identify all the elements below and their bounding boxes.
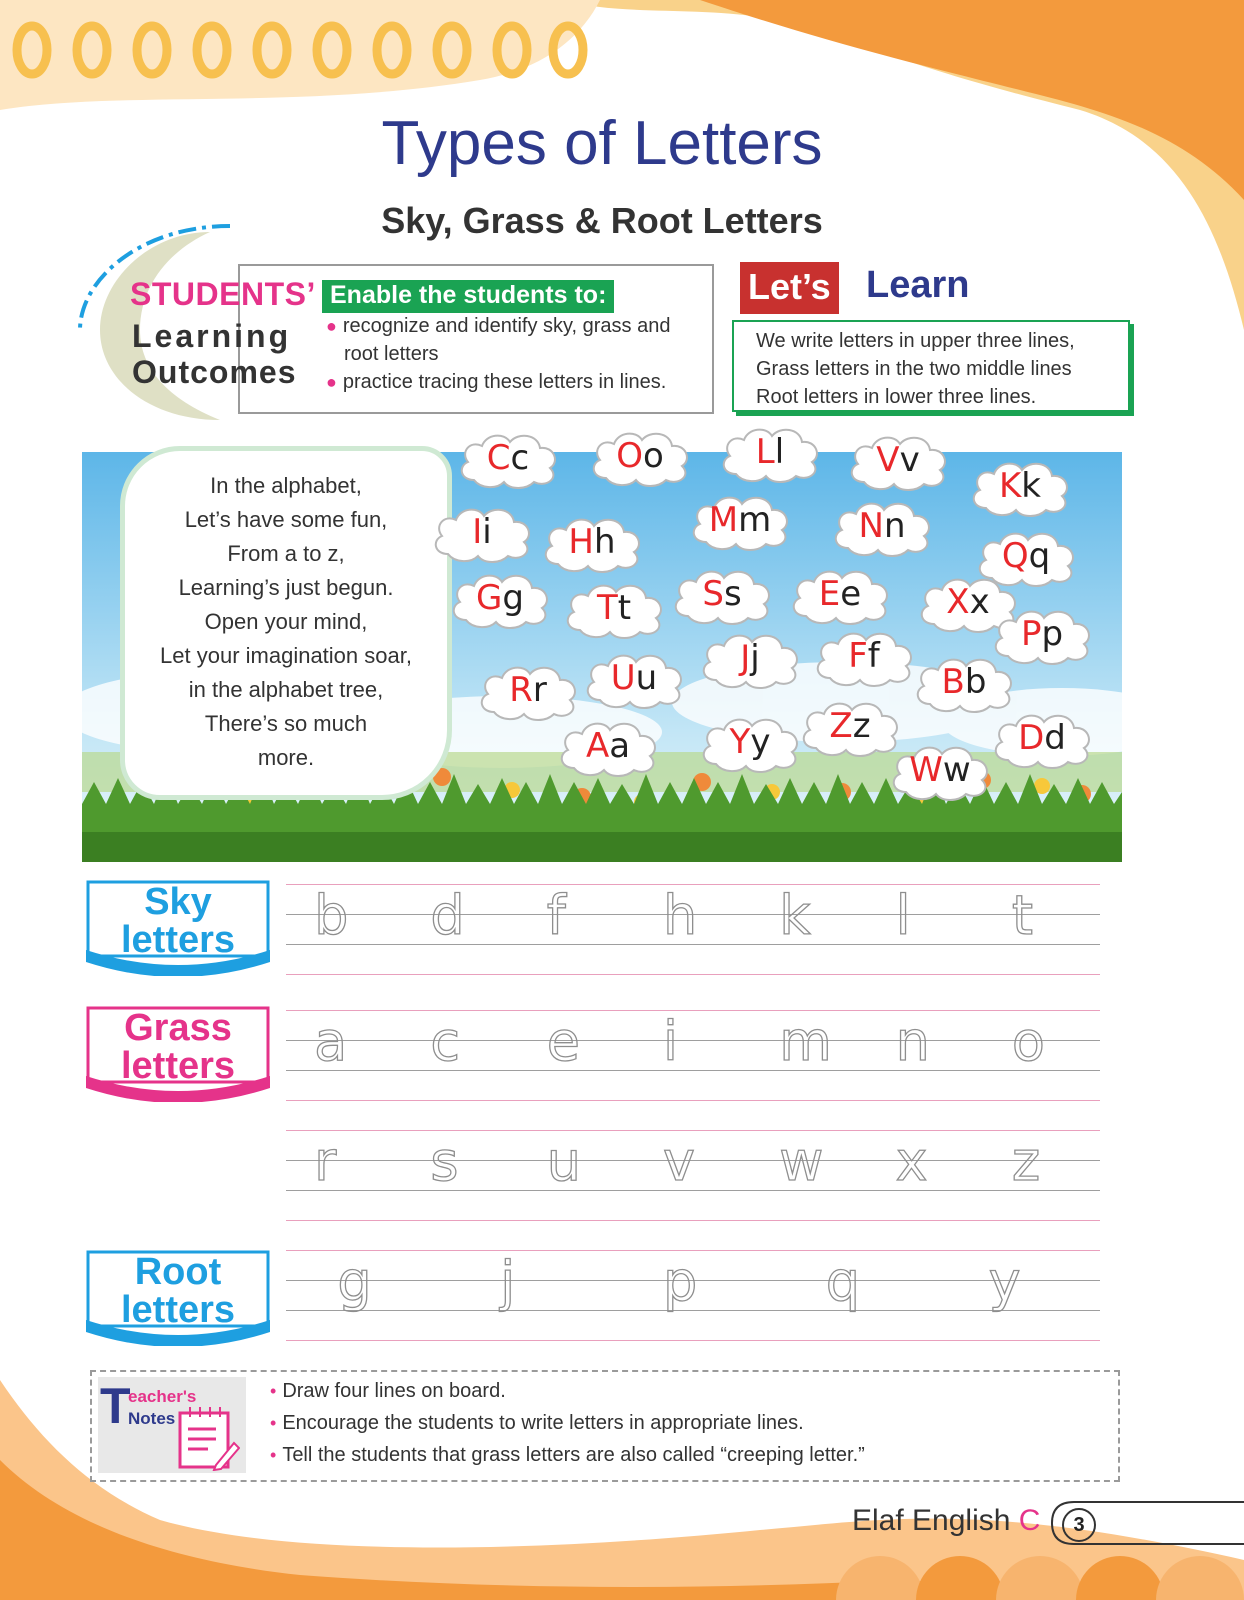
learn-heading: Learn [866, 264, 970, 306]
letter-cloud-w [888, 742, 992, 800]
trace-letter[interactable]: t [1011, 884, 1034, 947]
trace-letter[interactable]: q [825, 1250, 861, 1313]
uppercase-letter: Z [829, 706, 853, 746]
cloud-letter-pair [990, 718, 1094, 758]
trace-letter[interactable]: v [663, 1130, 695, 1193]
letter-cloud-u [582, 650, 686, 708]
cloud-letter-pair [670, 574, 774, 614]
uppercase-letter: K [999, 466, 1022, 506]
cloud-letter-pair [698, 722, 802, 762]
bullet-icon: • [270, 1413, 277, 1433]
trace-letter[interactable]: o [1011, 1010, 1045, 1073]
uppercase-letter: V [876, 440, 900, 480]
uppercase-letter: A [585, 726, 610, 766]
cloud-letter-pair [476, 670, 580, 710]
trace-letter[interactable]: b [314, 884, 349, 947]
lowercase-letter: q [1028, 536, 1051, 576]
cloud-letter-pair [812, 636, 916, 676]
cloud-letter-pair [968, 466, 1072, 506]
bullet-icon: ● [326, 372, 337, 392]
letter-cloud-i [430, 504, 534, 562]
letter-cloud-k [968, 458, 1072, 516]
trace-letter[interactable]: s [430, 1130, 459, 1193]
lowercase-letter: i [482, 512, 492, 552]
lowercase-letter: a [609, 726, 631, 766]
page-title: Types of Letters [381, 109, 823, 178]
uppercase-letter: T [596, 588, 618, 628]
letter-cloud-z [798, 698, 902, 756]
lowercase-letter: c [510, 438, 530, 478]
uppercase-letter: P [1020, 614, 1042, 654]
students-label: STUDENTS’ [130, 276, 316, 312]
letter-cloud-d [990, 710, 1094, 768]
trace-letter[interactable]: w [779, 1130, 824, 1193]
poem-line: in the alphabet tree, [188, 677, 384, 702]
cloud-letter-pair [430, 512, 534, 552]
root-letters-label: Root letters [86, 1250, 270, 1346]
grass-letters-label: Grass letters [86, 1006, 270, 1102]
guide-line [286, 1220, 1100, 1221]
lowercase-letter: e [840, 574, 862, 614]
lowercase-letter: p [1041, 614, 1064, 654]
letter-cloud-c [456, 430, 560, 488]
lowercase-letter: m [738, 500, 772, 540]
cloud-letter-pair [562, 588, 666, 628]
trace-letter[interactable]: x [895, 1130, 928, 1193]
lowercase-letter: y [750, 722, 771, 762]
poem-line: From a to z, [227, 541, 345, 566]
learn-line: We write letters in upper three lines, [756, 330, 1075, 352]
grass-tracing-row-2 [286, 1130, 1100, 1220]
lowercase-letter: r [532, 670, 547, 710]
cloud-letter-pair [556, 726, 660, 766]
guide-line [286, 1040, 1100, 1041]
bullet-icon: ● [326, 316, 337, 336]
cloud-letter-pair [582, 658, 686, 698]
trace-letter[interactable]: p [663, 1250, 698, 1313]
uppercase-letter: I [472, 512, 483, 552]
guide-line [286, 1340, 1100, 1341]
enable-heading: Enable the students to: [322, 280, 614, 313]
cloud-letter-pair [974, 536, 1078, 576]
uppercase-letter: Q [1001, 536, 1029, 576]
cloud-letter-pair [912, 662, 1016, 702]
lowercase-letter: w [942, 750, 971, 790]
cloud-letter-pair [688, 500, 792, 540]
bullet-icon: • [270, 1445, 277, 1465]
letter-cloud-l [718, 424, 822, 482]
guide-line [286, 1010, 1100, 1011]
letter-cloud-h [540, 514, 644, 572]
lowercase-letter: v [899, 440, 920, 480]
footer-book-name: Elaf English C [852, 1504, 1041, 1537]
uppercase-letter: O [616, 436, 643, 476]
trace-letter[interactable]: i [663, 1010, 679, 1073]
page-subtitle: Sky, Grass & Root Letters [381, 200, 823, 241]
cloud-letter-pair [588, 436, 692, 476]
bullet-icon: • [270, 1381, 277, 1401]
letter-cloud-b [912, 654, 1016, 712]
letter-cloud-t [562, 580, 666, 638]
poem-line: Let’s have some fun, [184, 507, 388, 532]
uppercase-letter: L [755, 432, 775, 472]
cloud-letter-pair [540, 522, 644, 562]
letter-cloud-y [698, 714, 802, 772]
uppercase-letter: B [941, 662, 965, 702]
trace-letter[interactable]: e [546, 1010, 580, 1073]
uppercase-letter: S [702, 574, 724, 614]
uppercase-letter: M [708, 500, 739, 540]
cloud-letter-pair [990, 614, 1094, 654]
trace-letter[interactable]: k [779, 884, 811, 947]
lowercase-letter: n [883, 506, 906, 546]
note-item: • Draw four lines on board. [270, 1380, 506, 1402]
uppercase-letter: F [848, 636, 868, 676]
uppercase-letter: C [486, 438, 511, 478]
lowercase-letter: t [617, 588, 632, 628]
uppercase-letter: Y [729, 722, 751, 762]
outcome-item: ● practice tracing these letters in lines. [326, 371, 667, 393]
guide-line [286, 1100, 1100, 1101]
poem-line: Let your imagination soar, [160, 643, 412, 668]
lowercase-letter: s [723, 574, 742, 614]
sky-letters-label: Sky letters [86, 880, 270, 976]
cloud-letter-pair [798, 706, 902, 746]
sky-tracing-row [286, 884, 1100, 974]
letter-cloud-r [476, 662, 580, 720]
letter-cloud-m [688, 492, 792, 550]
lowercase-letter: x [969, 582, 990, 622]
grass-tracing-row [286, 1010, 1100, 1100]
trace-letter[interactable]: r [314, 1130, 337, 1193]
trace-letter[interactable]: l [895, 884, 911, 947]
letter-cloud-j [698, 630, 802, 688]
cloud-letter-pair [448, 578, 552, 618]
poem-line: In the alphabet, [210, 473, 362, 498]
letter-cloud-n [830, 498, 934, 556]
root-tracing-row [286, 1250, 1100, 1340]
lowercase-letter: f [867, 636, 880, 676]
trace-letter[interactable]: u [546, 1130, 581, 1193]
uppercase-letter: J [740, 638, 751, 678]
poem-line: Learning’s just begun. [178, 575, 394, 600]
cloud-letter-pair [456, 438, 560, 478]
poem-line: Open your mind, [204, 609, 368, 634]
outcomes-label: Outcomes [132, 354, 297, 390]
note-item: • Encourage the students to write letters in appropriate lines. [270, 1412, 804, 1434]
uppercase-letter: R [509, 670, 533, 710]
learn-line: Grass letters in the two middle lines [756, 358, 1072, 380]
lowercase-letter: b [964, 662, 987, 702]
letter-cloud-e [788, 566, 892, 624]
lowercase-letter: g [502, 578, 524, 618]
lowercase-letter: k [1021, 466, 1041, 506]
lets-badge: Let’s [740, 262, 839, 314]
trace-letter[interactable]: g [337, 1250, 372, 1313]
poem-card [120, 446, 452, 800]
outcome-item: ● recognize and identify sky, grass and [326, 315, 671, 337]
page-number: 3 [1062, 1508, 1096, 1542]
trace-letter[interactable]: z [1011, 1130, 1041, 1193]
guide-line [286, 974, 1100, 975]
lowercase-letter: o [642, 436, 664, 476]
lowercase-letter: z [852, 706, 871, 746]
cloud-letter-pair [718, 432, 822, 472]
uppercase-letter: N [858, 506, 884, 546]
lowercase-letter: l [774, 432, 785, 472]
cloud-letter-pair [830, 506, 934, 546]
letter-cloud-g [448, 570, 552, 628]
poem-line: more. [257, 745, 315, 770]
trace-letter[interactable]: m [779, 1010, 832, 1073]
note-item: • Tell the students that grass letters are also called “creeping letter.” [270, 1444, 865, 1466]
learn-line: Root letters in lower three lines. [756, 386, 1037, 408]
uppercase-letter: G [476, 578, 503, 618]
teacher-notes-icon: T eacher's Notes [98, 1377, 246, 1473]
trace-letter[interactable]: a [314, 1010, 348, 1073]
page-tab-decoration [1050, 1500, 1244, 1546]
trace-letter[interactable]: y [988, 1250, 1021, 1313]
letter-cloud-s [670, 566, 774, 624]
letter-cloud-o [588, 428, 692, 486]
trace-letter[interactable]: f [546, 884, 566, 947]
lets-learn-box [732, 320, 1130, 412]
cloud-letter-pair [788, 574, 892, 614]
guide-line [286, 1070, 1100, 1071]
lowercase-letter: h [594, 522, 616, 562]
outcome-item: root letters [344, 343, 439, 365]
letter-cloud-v [846, 432, 950, 490]
lowercase-letter: j [750, 638, 760, 678]
trace-letter[interactable]: j [500, 1250, 516, 1313]
cloud-letter-pair [888, 750, 992, 790]
lowercase-letter: u [635, 658, 658, 698]
uppercase-letter: D [1018, 718, 1045, 758]
cloud-letter-pair [846, 440, 950, 480]
learning-label: Learning [132, 318, 292, 354]
poem-line: There’s so much [204, 711, 368, 736]
cloud-letter-pair [698, 638, 802, 678]
trace-letter[interactable]: d [430, 884, 465, 947]
uppercase-letter: U [610, 658, 636, 698]
trace-letter[interactable]: h [663, 884, 698, 947]
trace-letter[interactable]: c [430, 1010, 461, 1073]
notepad-icon [176, 1405, 240, 1471]
uppercase-letter: E [818, 574, 841, 614]
letter-cloud-f [812, 628, 916, 686]
uppercase-letter: W [909, 750, 943, 790]
uppercase-letter: X [946, 582, 970, 622]
uppercase-letter: H [568, 522, 594, 562]
trace-letter[interactable]: n [895, 1010, 930, 1073]
lowercase-letter: d [1044, 718, 1066, 758]
letter-cloud-a [556, 718, 660, 776]
